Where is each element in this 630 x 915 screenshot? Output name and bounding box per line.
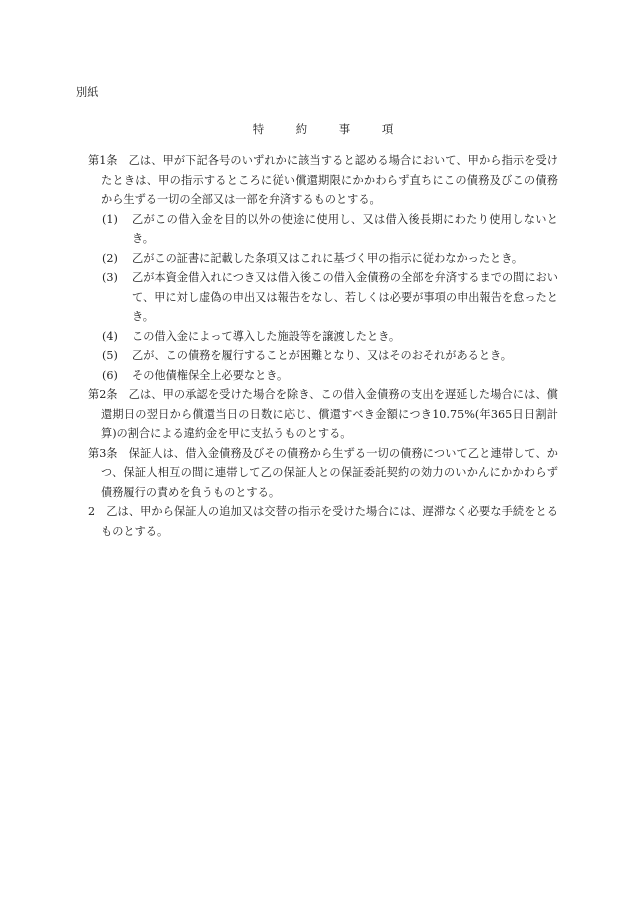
clause-1-item-6 [102,366,558,386]
item-number: (4) [102,329,118,343]
clause-1-item-2 [102,249,558,269]
clause-1-item-4 [102,327,558,347]
item-text: 乙が、この債務を履行することが困難となり、又はそのおそれがあるとき。 [132,349,512,362]
clause-1 [88,151,558,210]
document-title: 特 約 事 項 [252,122,408,136]
annex-label: 別紙 [76,86,99,99]
clause-2-number: 第2条 [88,388,118,401]
clause-3 [88,444,558,503]
clause-2 [88,385,558,444]
item-text: 乙が本資金借入れにつき又は借入後この借入金債務の全部を弁済するまでの間において、甲に対し虚偽の申出又は報告をなし、若しくは必要が事項の申出報告を怠ったとき。 [132,271,558,323]
item-number: (2) [102,251,118,265]
item-text: 乙がこの証書に記載した条項又はこれに基づく甲の指示に従わなかったとき。 [132,251,524,265]
item-number: (5) [102,349,118,362]
clause-1-item-3 [102,268,558,327]
item-number: (3) [102,271,118,284]
clause-1-item-5 [102,346,558,366]
clause-3-paragraph-2 [88,502,558,541]
document-body [88,151,558,541]
item-text: その他債権保全上必要なとき。 [132,368,289,382]
paragraph-text: 乙は、甲から保証人の追加又は交替の指示を受けた場合には、遅滞なく必要な手続をとるものとする。 [101,505,558,538]
clause-3-number: 第3条 [88,446,118,460]
item-text: この借入金によって導入した施設等を譲渡したとき。 [132,329,401,343]
clause-1-item-1 [102,210,558,249]
clause-2-text: 乙は、甲の承認を受けた場合を除き、この借入金債務の支出を遅延した場合には、償還期日の翌日から償還当日の日数に応じ、償還すべき金額につき10.75%(年365日日割計算)の割合による違約金を甲に支払うものとする。 [101,388,558,440]
item-number: (6) [102,368,118,382]
clause-3-text: 保証人は、借入金債務及びその債務から生ずる一切の債務について乙と連帯して、かつ、保証人相互の間に連帯して乙の保証人との保証委託契約の効力のいかんにかかわらず債務履行の責めを負うものとする。 [101,446,558,499]
item-text: 乙がこの借入金を目的以外の使途に使用し、又は借入後長期にわたり使用しないとき。 [132,212,558,245]
item-number: (1) [102,212,118,226]
clause-1-number: 第1条 [88,154,118,167]
clause-1-text: 乙は、甲が下記各号のいずれかに該当すると認める場合において、甲から指示を受けたときは、甲の指示するところに従い償還期限にかかわらず直ちにこの債務及びこの債務から生ずる一切の全部又は一部を弁済するものとする。 [101,154,558,206]
paragraph-number: 2 [88,505,96,518]
